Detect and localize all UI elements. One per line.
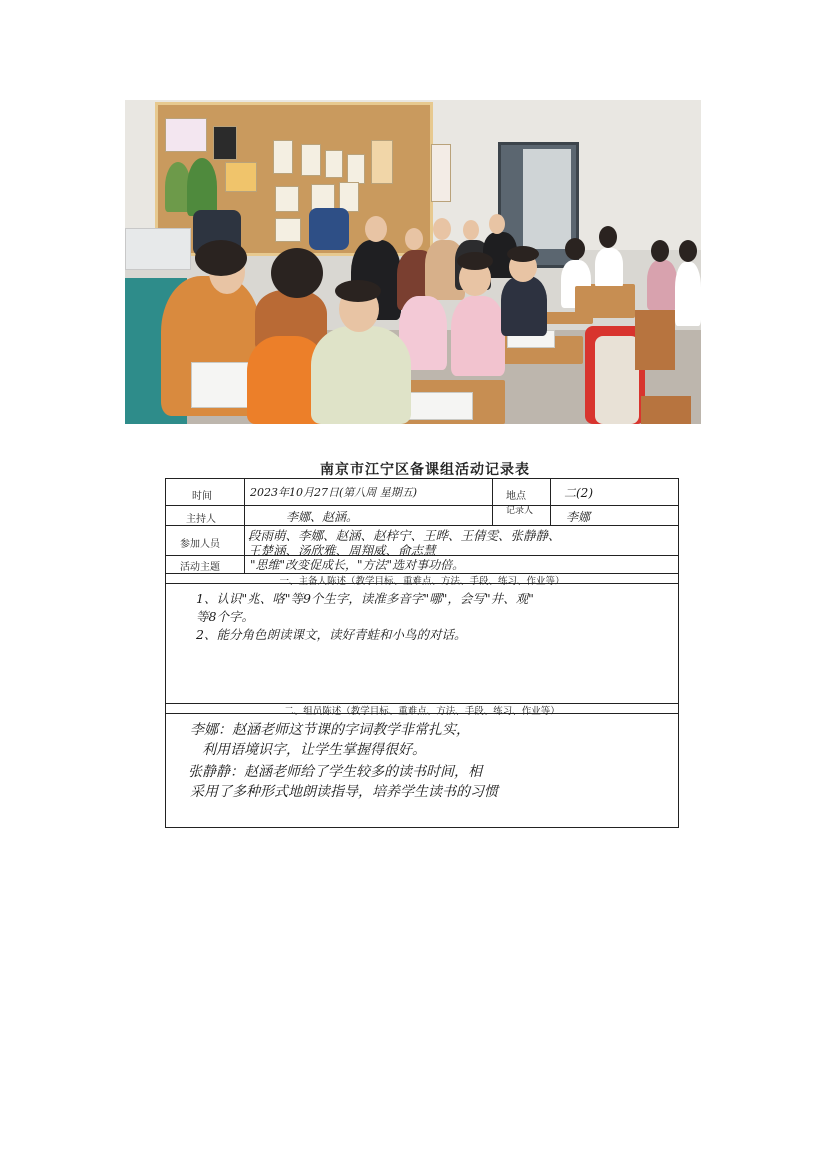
host-label: 主持人 — [186, 514, 216, 525]
section-1-line-3: 2、能分角色朗读课文，读好青蛙和小鸟的对话。 — [196, 627, 467, 642]
teacher-hair — [195, 240, 247, 276]
poster — [225, 162, 257, 192]
location-value: 二(2) — [564, 486, 593, 500]
student — [501, 276, 547, 336]
form-title: 南京市江宁区备课组活动记录表 — [320, 462, 530, 478]
host-value: 李娜、赵涵。 — [286, 510, 359, 524]
desk — [575, 286, 635, 318]
poster — [273, 140, 293, 174]
column-divider — [492, 479, 493, 525]
poster — [301, 144, 321, 176]
column-divider — [244, 479, 245, 573]
row-divider — [166, 505, 678, 506]
activity-record-form — [165, 478, 679, 828]
classroom-photo — [125, 100, 701, 424]
section-1-line-2: 等8个字。 — [196, 609, 254, 624]
recorder-value: 李娜 — [566, 510, 591, 524]
face — [489, 214, 505, 234]
poster — [325, 150, 343, 178]
student — [675, 262, 701, 326]
tree-decoration — [187, 158, 217, 216]
poster — [275, 218, 301, 242]
section-2-heading: 二、组员陈述（教学目标、重难点、方法、手段、练习、作业等） — [284, 706, 560, 717]
section-2-line-4: 采用了多种形式地朗读指导，培养学生读书的习惯 — [190, 784, 498, 800]
jacket-on-chair — [595, 336, 639, 424]
teacher-hair — [271, 248, 323, 298]
poster — [213, 126, 237, 160]
section-2-line-3: 张静静：赵涵老师给了学生较多的读书时间，相 — [188, 764, 482, 780]
storage-box — [125, 228, 191, 270]
face — [365, 216, 387, 242]
time-value: 2023年10月27日(第八周 星期五) — [250, 486, 418, 499]
student-head — [565, 238, 585, 260]
student — [595, 248, 623, 288]
section-2-line-1: 李娜：赵涵老师这节课的字词教学非常扎实， — [190, 722, 470, 738]
poster — [275, 186, 299, 212]
student — [311, 326, 411, 424]
face — [463, 220, 479, 240]
student-head — [335, 280, 381, 302]
participants-line-1: 段雨萌、李娜、赵涵、赵梓宁、王晔、王倩雯、张静静、 — [248, 528, 561, 543]
location-label: 地点 — [506, 491, 526, 502]
student-head — [651, 240, 669, 262]
backpack — [309, 208, 349, 250]
section-1-heading: 一、主备人陈述（教学目标、重难点、方法、手段、练习、作业等） — [279, 576, 565, 587]
recorder-label: 记录人 — [506, 506, 534, 516]
participants-label: 参加人员 — [180, 539, 220, 550]
theme-value: "思维"改变促成长，"方法"选对事功倍。 — [250, 558, 465, 572]
column-divider — [550, 479, 551, 525]
participants-line-2: 王楚涵、汤欣雅、周翔威、俞志慧 — [248, 543, 436, 558]
poster — [431, 144, 451, 202]
time-label: 时间 — [192, 491, 212, 502]
poster — [165, 118, 207, 152]
poster — [371, 140, 393, 184]
chair — [635, 310, 675, 370]
student — [647, 260, 677, 310]
section-2-line-2: 利用语境识字，让学生掌握得很好。 — [202, 742, 426, 758]
student-head — [679, 240, 697, 262]
theme-label: 活动主题 — [180, 562, 220, 573]
chair — [641, 396, 691, 424]
student-head — [457, 252, 493, 270]
student-head — [507, 246, 539, 262]
student-head — [599, 226, 617, 248]
poster — [347, 154, 365, 184]
face — [433, 218, 451, 240]
student — [451, 296, 505, 376]
section-1-line-1: 1、认识"兆、咯"等9个生字，读准多音字"哪"，会写"井、观" — [196, 591, 534, 606]
face — [405, 228, 423, 250]
